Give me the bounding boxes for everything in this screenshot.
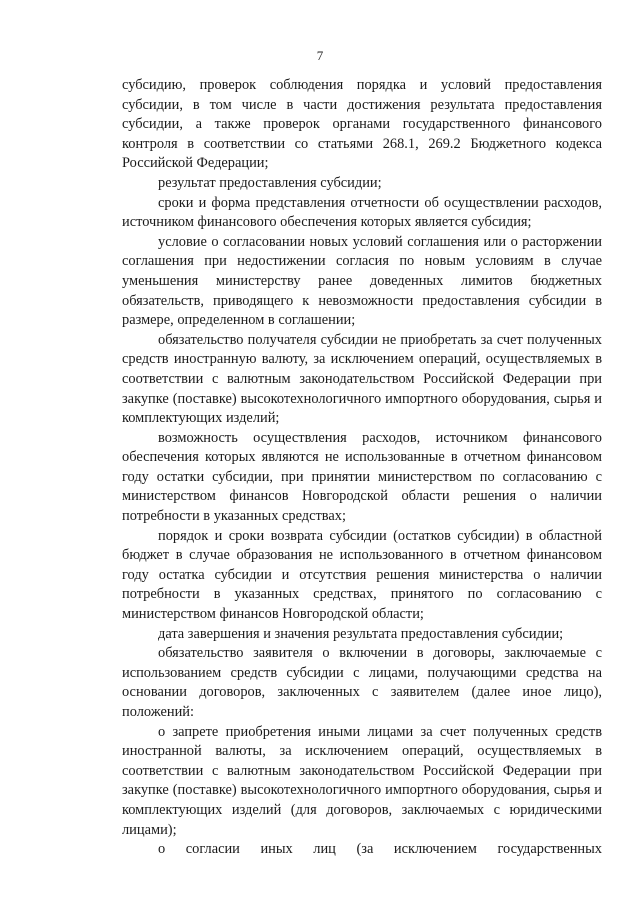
- page-number: 7: [316, 48, 324, 63]
- paragraph-consent: о согласии иных лиц (за исключением государственных: [158, 841, 602, 858]
- paragraph-reporting: сроки и форма представления отчетности об осуществлении расходов, источником финансового обеспечения которых является субсидия;: [122, 194, 602, 231]
- paragraph-currency-obligation: обязательство получателя субсидии не приобретать за счет полученных средств иностранную валюту, за исключением операций, осуществляемых в соответствии с валютным законодательством Российской Федерации при закупке (поставке) высокотехнологичного импортного оборудования, сырья и комплектующих изделий;: [122, 331, 602, 427]
- paragraph-continuation: субсидию, проверок соблюдения порядка и условий предоставления субсидии, в том числе в части достижения результата предоставления субсидии, а также проверок органами государственного финансового контроля в соответствии со статьями 268.1, 269.2 Бюджетного кодекса Российской Федерации;: [122, 77, 602, 172]
- paragraph-currency-ban: о запрете приобретения иными лицами за счет полученных средств иностранной валюты, за исключением операций, осуществляемых в соответствии с валютным законодательством Российской Федерации при закупке (поставке) высокотехнологичного импортного оборудования, сырья и комплектующих изделий (для договоров, заключаемых с юридическими лицами);: [122, 723, 602, 838]
- paragraph-return-procedure: порядок и сроки возврата субсидии (остатков субсидии) в областной бюджет в случае образования не использованного в отчетном финансовом году остатка субсидии и отсутствия решения министерства о наличии потребности в указанных средствах, принятого по согласованию с министерством финансов Новгородской области;: [122, 527, 602, 623]
- paragraph-result: результат предоставления субсидии;: [158, 174, 382, 191]
- paragraph-agreement-terms: условие о согласовании новых условий соглашения или о расторжении соглашения при недостижении согласия по новым условиям в случае уменьшения министерству ранее доведенных лимитов бюджетных обязательств, приводящего к невозможности предоставления субсидии в размере, определенном в соглашении;: [122, 233, 602, 329]
- document-body: [122, 76, 602, 860]
- paragraph-residuals-use: возможность осуществления расходов, источником финансового обеспечения которых являются не использованные в отчетном финансовом году остатки субсидии, при принятии министерством по согласованию с министерством финансов Новгородской области решения о наличии потребности в указанных средствах;: [122, 429, 602, 525]
- paragraph-contract-inclusion: обязательство заявителя о включении в договоры, заключаемые с использованием средств субсидии с лицами, получающими средства на основании договоров, заключенных с заявителем (далее иное лицо), положений:: [122, 645, 602, 720]
- paragraph-completion-date: дата завершения и значения результата предоставления субсидии;: [158, 625, 564, 642]
